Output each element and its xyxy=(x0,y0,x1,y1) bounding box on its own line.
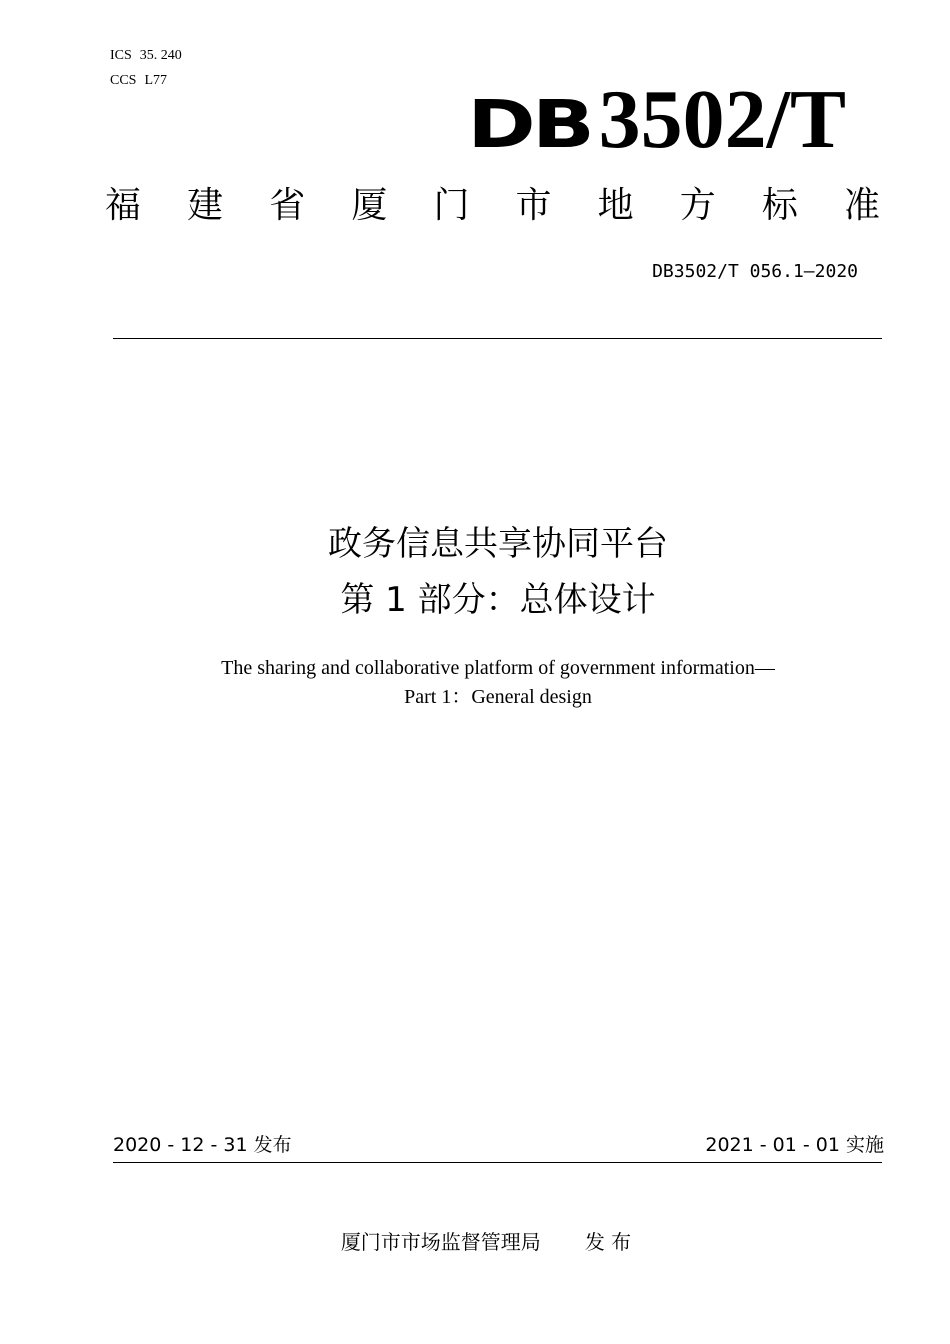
issue-date: 2020 - 12 - 31 发布 xyxy=(113,1134,292,1156)
ics-label: ICS xyxy=(110,48,132,63)
publisher-name: 厦门市市场监督管理局 xyxy=(340,1230,541,1254)
title-chinese-line-1: 政务信息共享协同平台 xyxy=(328,524,668,564)
document-number: DB3502/T 056.1—2020 xyxy=(652,261,858,282)
ics-value: 35. 240 xyxy=(139,48,182,63)
publisher-line xyxy=(0,1229,950,1255)
standard-type-char: 厦 xyxy=(351,185,388,226)
title-chinese-line-2: 第 1 部分：总体设计 xyxy=(340,580,656,620)
standard-code-prefix: DB xyxy=(466,86,591,163)
ccs-code xyxy=(110,72,167,90)
standard-type-char: 标 xyxy=(761,185,798,226)
standard-type-char: 方 xyxy=(679,185,716,226)
title-english-line-1: The sharing and collaborative platform of government information— xyxy=(221,657,775,679)
standard-code-logo xyxy=(466,70,846,170)
publish-label: 发 布 xyxy=(584,1230,632,1254)
standard-code-number: 3502/T xyxy=(598,73,846,166)
bottom-divider xyxy=(113,1162,882,1163)
standard-type-char: 地 xyxy=(597,185,634,226)
standard-type-char: 建 xyxy=(187,185,224,226)
title-english-line-2: Part 1：General design xyxy=(404,686,592,708)
standard-type-char: 门 xyxy=(433,185,470,226)
standard-type-char: 福 xyxy=(105,185,142,226)
standard-type-char: 省 xyxy=(269,185,306,226)
top-divider xyxy=(113,338,882,339)
standard-type-char: 准 xyxy=(843,185,880,226)
ccs-label: CCS xyxy=(110,73,137,88)
ccs-value: L77 xyxy=(144,73,168,88)
standard-type-heading xyxy=(105,183,880,229)
standard-type-char: 市 xyxy=(515,185,552,226)
ics-code xyxy=(110,47,182,65)
implementation-date: 2021 - 01 - 01 实施 xyxy=(705,1134,884,1156)
